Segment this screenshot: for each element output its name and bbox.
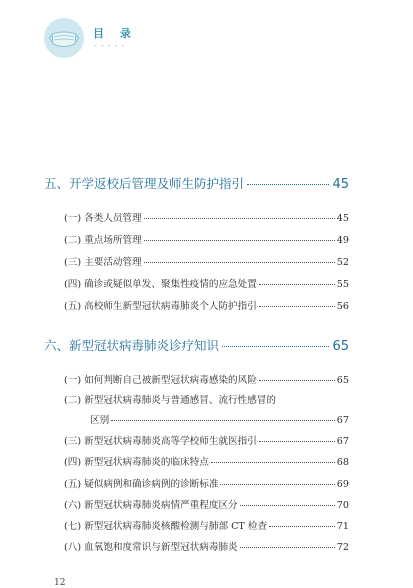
entry-title: (七) 新型冠状病毒肺炎核酸检测与肺部 CT 检查 [64, 521, 268, 532]
page-number: 12 [54, 578, 66, 588]
dot-leader [240, 547, 335, 548]
toc-title: 目 录 [93, 27, 137, 40]
dot-leader [222, 346, 329, 347]
dot-leader [220, 484, 334, 485]
entry-title-continued: 区别 [90, 415, 110, 426]
toc-entry[interactable] [64, 372, 349, 386]
toc-entry[interactable] [64, 518, 349, 532]
entry-page: 65 [336, 375, 349, 386]
entry-page: 67 [336, 415, 349, 426]
toc-entry[interactable] [64, 476, 349, 490]
dot-leader [259, 441, 335, 442]
entry-page: 56 [336, 301, 349, 312]
entry-title: (一) 各类人员管理 [64, 213, 142, 224]
toc-entry[interactable] [64, 232, 349, 246]
entry-page: 72 [336, 542, 349, 553]
dot-leader [247, 184, 329, 185]
entry-page: 49 [336, 235, 349, 246]
entry-page: 71 [336, 521, 349, 532]
entry-title: (二) 重点场所管理 [64, 235, 142, 246]
toc-entry[interactable] [64, 210, 349, 224]
entry-title: (六) 新型冠状病毒肺炎病情严重程度区分 [64, 500, 238, 511]
dot-leader [144, 262, 335, 263]
dot-leader [144, 240, 335, 241]
entry-page: 55 [336, 279, 349, 290]
toc-entry[interactable] [64, 254, 349, 268]
entry-title: (四) 确诊或疑似单发、聚集性疫情的应急处置 [64, 279, 257, 290]
entry-title: (三) 主要活动管理 [64, 257, 142, 268]
entry-title: (八) 血氧饱和度常识与新型冠状病毒肺炎 [64, 542, 238, 553]
toc-header [44, 16, 244, 60]
toc-entry[interactable] [64, 433, 349, 447]
entry-title: (四) 新型冠状病毒肺炎的临床特点 [64, 457, 209, 468]
mask-icon [44, 18, 84, 58]
dot-leader [269, 526, 335, 527]
dot-leader [240, 505, 335, 506]
section-title: 六、新型冠状病毒肺炎诊疗知识 [44, 338, 220, 353]
dot-leader [111, 420, 335, 421]
entry-title: (三) 新型冠状病毒肺炎高等学校师生就医指引 [64, 436, 257, 447]
toc-entry[interactable] [64, 454, 349, 468]
toc-section-6[interactable] [44, 336, 349, 354]
dot-leader [211, 462, 335, 463]
dot-leader [259, 380, 335, 381]
entry-page: 69 [336, 479, 349, 490]
entry-title: (五) 疑似病例和确诊病例的诊断标准 [64, 479, 219, 490]
toc-entry[interactable] [64, 497, 349, 511]
entry-title: (五) 高校师生新型冠状病毒肺炎个人防护指引 [64, 301, 257, 312]
section-page: 45 [332, 177, 349, 192]
toc-entry[interactable] [64, 539, 349, 553]
title-underline-dashes: ----- [93, 41, 128, 50]
dot-leader [144, 218, 335, 219]
toc-entry[interactable] [64, 276, 349, 290]
section-title: 五、开学返校后管理及师生防护指引 [44, 176, 245, 191]
entry-page: 52 [336, 257, 349, 268]
entry-page: 67 [336, 436, 349, 447]
dot-leader [259, 284, 335, 285]
entry-page: 45 [336, 213, 349, 224]
entry-page: 68 [336, 457, 349, 468]
entry-title: (一) 如何判断自己被新型冠状病毒感染的风险 [64, 375, 257, 386]
entry-page: 70 [336, 500, 349, 511]
toc-entry[interactable] [64, 298, 349, 312]
section-page: 65 [332, 339, 349, 354]
entry-title: (二) 新型冠状病毒肺炎与普通感冒、流行性感冒的 [64, 395, 277, 406]
dot-leader [259, 306, 335, 307]
toc-entry[interactable] [64, 392, 349, 426]
toc-section-5[interactable] [44, 174, 349, 192]
